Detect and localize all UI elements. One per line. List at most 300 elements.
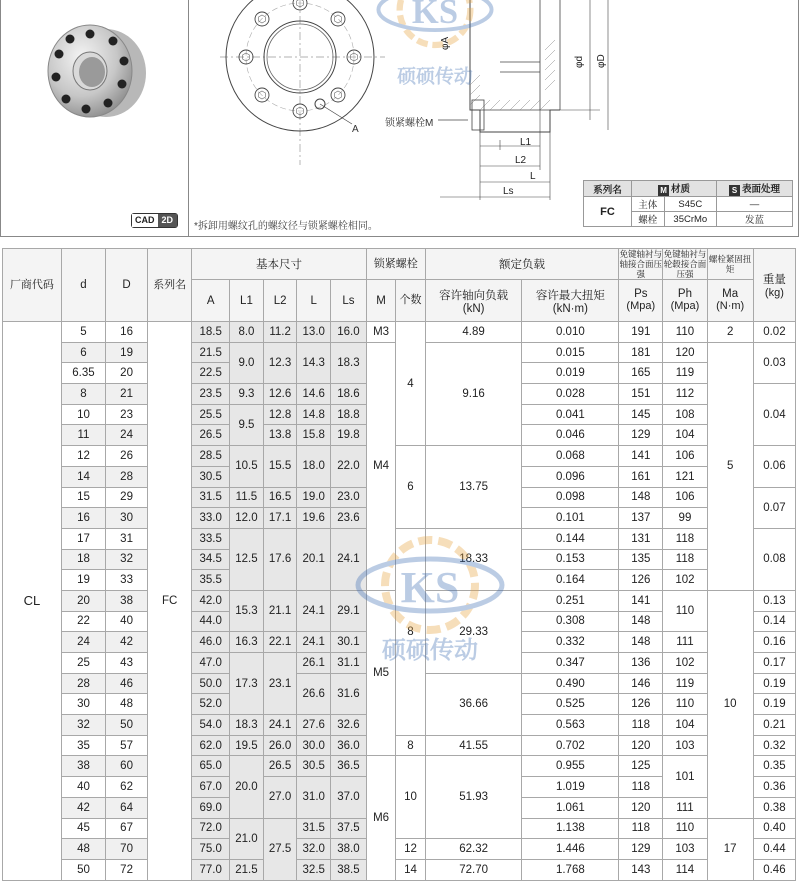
cell-A: 47.0 xyxy=(192,653,230,674)
cell-A: 75.0 xyxy=(192,839,230,860)
cell-D: 21 xyxy=(106,384,148,405)
cell-d: 16 xyxy=(61,508,105,529)
cell-weight: 0.07 xyxy=(753,487,795,528)
cad-2d-badge[interactable] xyxy=(131,213,178,228)
cell-weight: 0.38 xyxy=(753,797,795,818)
hdr-A: A xyxy=(192,280,230,322)
cell-L1: 21.0 xyxy=(230,818,264,859)
cell-A: 18.5 xyxy=(192,322,230,343)
cell-ps: 129 xyxy=(619,425,663,446)
cell-A: 26.5 xyxy=(192,425,230,446)
cell-ps: 191 xyxy=(619,322,663,343)
table-row xyxy=(3,839,796,860)
hdr-ph: Ph (Mpa) xyxy=(663,280,707,322)
cell-L: 14.8 xyxy=(297,404,331,425)
cell-axial: 62.32 xyxy=(425,839,522,860)
cell-D: 40 xyxy=(106,611,148,632)
material-table xyxy=(583,180,793,227)
cell-L: 31.0 xyxy=(297,777,331,818)
cell-ma: 2 xyxy=(707,322,753,343)
front-view-drawing xyxy=(200,0,390,165)
cell-ps: 148 xyxy=(619,611,663,632)
hdr-axial: 容许轴向负载 (kN) xyxy=(425,280,522,322)
cell-torque: 0.010 xyxy=(522,322,619,343)
cell-D: 70 xyxy=(106,839,148,860)
cell-weight: 0.08 xyxy=(753,528,795,590)
cell-Ls: 37.5 xyxy=(331,818,367,839)
cell-d: 38 xyxy=(61,756,105,777)
cell-ph: 102 xyxy=(663,653,707,674)
watermark-letters: KS xyxy=(411,0,459,31)
cell-L2: 27.5 xyxy=(263,818,297,880)
cell-D: 42 xyxy=(106,632,148,653)
cell-torque: 0.308 xyxy=(522,611,619,632)
cell-axial: 13.75 xyxy=(425,446,522,529)
cell-torque: 0.251 xyxy=(522,590,619,611)
cell-ph: 114 xyxy=(663,859,707,880)
cell-ps: 141 xyxy=(619,446,663,467)
cell-ps: 148 xyxy=(619,632,663,653)
cell-ps: 131 xyxy=(619,528,663,549)
cell-L: 15.8 xyxy=(297,425,331,446)
cell-L: 24.1 xyxy=(297,590,331,631)
cell-M: M4 xyxy=(366,342,395,590)
cell-A: 23.5 xyxy=(192,384,230,405)
cell-D: 72 xyxy=(106,859,148,880)
cell-ps: 165 xyxy=(619,363,663,384)
cell-torque: 0.563 xyxy=(522,715,619,736)
cell-ph: 111 xyxy=(663,797,707,818)
cell-L: 14.3 xyxy=(297,342,331,383)
cell-L: 13.0 xyxy=(297,322,331,343)
hdr-rated-load: 额定负载 xyxy=(425,249,619,280)
cell-d: 50 xyxy=(61,859,105,880)
cell-torque: 0.144 xyxy=(522,528,619,549)
cell-L2: 17.1 xyxy=(263,508,297,529)
cell-L2: 22.1 xyxy=(263,632,297,653)
cell-ph: 101 xyxy=(663,756,707,797)
hdr-ph-title: 免键轴衬与轮毂接合面压强 xyxy=(663,249,707,279)
hdr-L2: L2 xyxy=(263,280,297,322)
lock-bolt-label: 锁紧螺栓M xyxy=(385,118,434,129)
cell-Ls: 31.1 xyxy=(331,653,367,674)
cell-d: 18 xyxy=(61,549,105,570)
cell-L1: 12.5 xyxy=(230,528,264,590)
hdr-count: 个数 xyxy=(396,280,425,322)
dim-L-label: L xyxy=(530,171,536,182)
cell-ph: 118 xyxy=(663,549,707,570)
cell-ph: 110 xyxy=(663,322,707,343)
cell-L1: 9.0 xyxy=(230,342,264,383)
cell-d: 6 xyxy=(61,342,105,363)
cell-torque: 0.101 xyxy=(522,508,619,529)
cell-d: 19 xyxy=(61,570,105,591)
cell-torque: 0.015 xyxy=(522,342,619,363)
cell-D: 19 xyxy=(106,342,148,363)
hdr-series: 系列名 xyxy=(148,249,192,322)
cell-d: 11 xyxy=(61,425,105,446)
hdr-D: D xyxy=(106,249,148,322)
cell-Ls: 23.6 xyxy=(331,508,367,529)
cell-ph: 104 xyxy=(663,425,707,446)
cell-L2: 27.0 xyxy=(263,777,297,818)
dim-D-label: φD xyxy=(596,54,607,68)
cell-d: 10 xyxy=(61,404,105,425)
cell-D: 29 xyxy=(106,487,148,508)
cell-A: 35.5 xyxy=(192,570,230,591)
cell-Ls: 18.3 xyxy=(331,342,367,383)
cell-A: 54.0 xyxy=(192,715,230,736)
cell-D: 62 xyxy=(106,777,148,798)
dim-Ls-label: Ls xyxy=(503,186,514,197)
cell-count: 6 xyxy=(396,446,425,529)
disassembly-note: *拆卸用螺纹孔的螺纹径与锁紧螺栓相同。 xyxy=(194,221,378,232)
cell-D: 20 xyxy=(106,363,148,384)
cell-ph: 118 xyxy=(663,528,707,549)
cell-L: 24.1 xyxy=(297,632,331,653)
cell-L2: 15.5 xyxy=(263,446,297,487)
cell-L2: 21.1 xyxy=(263,590,297,631)
cell-L2: 26.5 xyxy=(263,756,297,777)
cell-weight: 0.46 xyxy=(753,859,795,880)
cell-Ls: 36.5 xyxy=(331,756,367,777)
cell-ph: 106 xyxy=(663,446,707,467)
cell-L1: 12.0 xyxy=(230,508,264,529)
hdr-ma: Ma (N·m) xyxy=(707,280,753,322)
cell-D: 57 xyxy=(106,735,148,756)
cell-A: 77.0 xyxy=(192,859,230,880)
cell-d: 12 xyxy=(61,446,105,467)
cell-ph: 121 xyxy=(663,466,707,487)
hdr-M: M xyxy=(366,280,395,322)
section-label: A xyxy=(352,124,359,135)
cell-L1: 9.5 xyxy=(230,404,264,445)
cell-torque: 0.525 xyxy=(522,694,619,715)
cell-A: 31.5 xyxy=(192,487,230,508)
cell-L1: 20.0 xyxy=(230,756,264,818)
cell-A: 42.0 xyxy=(192,590,230,611)
surface-icon: S xyxy=(729,185,740,196)
mat-part: 螺栓 xyxy=(632,212,665,227)
cell-L: 26.1 xyxy=(297,653,331,674)
dim-A-label: φA xyxy=(440,36,451,50)
cell-ph: 110 xyxy=(663,694,707,715)
cell-ph: 108 xyxy=(663,404,707,425)
cell-torque: 0.096 xyxy=(522,466,619,487)
watermark-text: 硕硕传动 xyxy=(397,66,473,88)
cell-A: 50.0 xyxy=(192,673,230,694)
material-icon: M xyxy=(658,185,669,196)
cell-torque: 1.019 xyxy=(522,777,619,798)
cell-L1: 15.3 xyxy=(230,590,264,631)
cell-d: 6.35 xyxy=(61,363,105,384)
cell-L1: 10.5 xyxy=(230,446,264,487)
cell-weight: 0.04 xyxy=(753,384,795,446)
cell-ph: 99 xyxy=(663,508,707,529)
cell-ps: 120 xyxy=(619,735,663,756)
cell-axial: 72.70 xyxy=(425,859,522,880)
cell-torque: 0.702 xyxy=(522,735,619,756)
cell-Ls: 29.1 xyxy=(331,590,367,631)
table-row xyxy=(3,446,796,467)
cell-weight: 0.32 xyxy=(753,735,795,756)
cell-M: M5 xyxy=(366,590,395,756)
cell-d: 15 xyxy=(61,487,105,508)
cell-ph: 110 xyxy=(663,590,707,631)
cell-axial: 4.89 xyxy=(425,322,522,343)
cell-D: 43 xyxy=(106,653,148,674)
cell-d: 28 xyxy=(61,673,105,694)
cell-ph: 103 xyxy=(663,735,707,756)
mat-surface: — xyxy=(717,197,793,212)
cell-ph: 119 xyxy=(663,363,707,384)
cell-axial: 36.66 xyxy=(425,673,522,735)
hdr-d: d xyxy=(61,249,105,322)
cell-weight: 0.17 xyxy=(753,653,795,674)
cell-D: 46 xyxy=(106,673,148,694)
cell-d: 42 xyxy=(61,797,105,818)
cell-weight: 0.16 xyxy=(753,632,795,653)
cell-D: 60 xyxy=(106,756,148,777)
cell-A: 28.5 xyxy=(192,446,230,467)
cell-ps: 118 xyxy=(619,818,663,839)
cell-ps: 118 xyxy=(619,777,663,798)
cell-D: 24 xyxy=(106,425,148,446)
dim-d-label: φd xyxy=(574,55,585,68)
hdr-torque: 容许最大扭矩 (kN·m) xyxy=(522,280,619,322)
cell-L: 19.6 xyxy=(297,508,331,529)
cell-L1: 16.3 xyxy=(230,632,264,653)
cell-count: 8 xyxy=(396,528,425,735)
cell-L2: 24.1 xyxy=(263,715,297,736)
cell-L: 30.0 xyxy=(297,735,331,756)
watermark-text: 硕硕传动 xyxy=(382,636,478,664)
cell-L1: 18.3 xyxy=(230,715,264,736)
cell-Ls: 24.1 xyxy=(331,528,367,590)
cell-count: 14 xyxy=(396,859,425,880)
cell-L: 32.0 xyxy=(297,839,331,860)
cell-Ls: 18.8 xyxy=(331,404,367,425)
cad-badge-left: CAD xyxy=(132,214,158,227)
table-row xyxy=(3,322,796,343)
cell-D: 31 xyxy=(106,528,148,549)
cell-Ls: 23.0 xyxy=(331,487,367,508)
cell-torque: 0.332 xyxy=(522,632,619,653)
mat-part: 主体 xyxy=(632,197,665,212)
hdr-L1: L1 xyxy=(230,280,264,322)
cell-torque: 0.046 xyxy=(522,425,619,446)
cell-weight: 0.14 xyxy=(753,611,795,632)
cell-d: 14 xyxy=(61,466,105,487)
cell-D: 32 xyxy=(106,549,148,570)
cell-D: 64 xyxy=(106,797,148,818)
product-photo xyxy=(30,15,160,125)
table-row xyxy=(3,756,796,777)
cell-Ls: 16.0 xyxy=(331,322,367,343)
cell-A: 52.0 xyxy=(192,694,230,715)
cell-L1: 11.5 xyxy=(230,487,264,508)
cell-d: 22 xyxy=(61,611,105,632)
cell-d: 17 xyxy=(61,528,105,549)
cell-torque: 1.061 xyxy=(522,797,619,818)
dim-L1-label: L1 xyxy=(520,137,532,148)
cell-L2: 16.5 xyxy=(263,487,297,508)
cell-torque: 0.098 xyxy=(522,487,619,508)
cell-ph: 111 xyxy=(663,632,707,653)
product-drawing-area xyxy=(0,0,800,240)
cell-axial: 29.33 xyxy=(425,590,522,673)
cell-L: 14.6 xyxy=(297,384,331,405)
cell-Ls: 32.6 xyxy=(331,715,367,736)
cell-D: 26 xyxy=(106,446,148,467)
cell-weight: 0.13 xyxy=(753,590,795,611)
cell-count: 8 xyxy=(396,735,425,756)
watermark-letters: KS xyxy=(400,563,460,612)
cell-ps: 135 xyxy=(619,549,663,570)
cell-L: 20.1 xyxy=(297,528,331,590)
cell-Ls: 36.0 xyxy=(331,735,367,756)
cell-D: 48 xyxy=(106,694,148,715)
cell-ps: 181 xyxy=(619,342,663,363)
cell-d: 40 xyxy=(61,777,105,798)
cell-L: 18.0 xyxy=(297,446,331,487)
cell-D: 67 xyxy=(106,818,148,839)
cell-d: 24 xyxy=(61,632,105,653)
cell-ps: 126 xyxy=(619,570,663,591)
cell-L: 27.6 xyxy=(297,715,331,736)
cell-d: 35 xyxy=(61,735,105,756)
cell-axial: 9.16 xyxy=(425,342,522,445)
cell-ph: 120 xyxy=(663,342,707,363)
hdr-weight: 重量 (kg) xyxy=(753,249,795,322)
dim-L2-label: L2 xyxy=(515,155,527,166)
spec-table xyxy=(2,248,796,881)
mat-material: 35CrMo xyxy=(664,212,717,227)
mat-col-series: 系列名 xyxy=(584,181,632,197)
cell-ph: 119 xyxy=(663,673,707,694)
cell-L2: 12.8 xyxy=(263,404,297,425)
hdr-lock-bolt: 锁紧螺栓 xyxy=(366,249,425,280)
cell-L1: 19.5 xyxy=(230,735,264,756)
cell-weight: 0.06 xyxy=(753,446,795,487)
cell-d: 32 xyxy=(61,715,105,736)
series-cell: FC xyxy=(148,322,192,881)
cell-A: 25.5 xyxy=(192,404,230,425)
cell-torque: 0.019 xyxy=(522,363,619,384)
mat-col-surface: S 表面处理 xyxy=(717,181,793,197)
maker-cell: CL xyxy=(3,322,62,881)
cell-d: 20 xyxy=(61,590,105,611)
cell-L2: 11.2 xyxy=(263,322,297,343)
cell-weight: 0.35 xyxy=(753,756,795,777)
cell-L: 19.0 xyxy=(297,487,331,508)
cell-L: 32.5 xyxy=(297,859,331,880)
cell-weight: 0.44 xyxy=(753,839,795,860)
cell-ps: 136 xyxy=(619,653,663,674)
cell-ps: 120 xyxy=(619,797,663,818)
cell-A: 33.0 xyxy=(192,508,230,529)
cell-ps: 148 xyxy=(619,487,663,508)
cell-ps: 137 xyxy=(619,508,663,529)
cell-ps: 125 xyxy=(619,756,663,777)
cell-L1: 21.5 xyxy=(230,859,264,880)
table-row xyxy=(3,528,796,549)
cell-ph: 104 xyxy=(663,715,707,736)
cell-A: 69.0 xyxy=(192,797,230,818)
cell-A: 33.5 xyxy=(192,528,230,549)
cell-torque: 1.768 xyxy=(522,859,619,880)
cell-ph: 103 xyxy=(663,839,707,860)
cell-A: 22.5 xyxy=(192,363,230,384)
cell-ps: 145 xyxy=(619,404,663,425)
cell-L: 26.6 xyxy=(297,673,331,714)
cell-weight: 0.36 xyxy=(753,777,795,798)
cell-torque: 1.138 xyxy=(522,818,619,839)
cell-M: M6 xyxy=(366,756,395,880)
mat-col-material: M 材质 xyxy=(632,181,717,197)
cell-torque: 0.955 xyxy=(522,756,619,777)
hdr-L: L xyxy=(297,280,331,322)
cell-A: 30.5 xyxy=(192,466,230,487)
cell-ps: 151 xyxy=(619,384,663,405)
cell-weight: 0.40 xyxy=(753,818,795,839)
cell-ma: 17 xyxy=(707,818,753,880)
cell-weight: 0.03 xyxy=(753,342,795,383)
cell-A: 34.5 xyxy=(192,549,230,570)
cell-D: 16 xyxy=(106,322,148,343)
cell-ps: 143 xyxy=(619,859,663,880)
cell-Ls: 38.5 xyxy=(331,859,367,880)
hdr-ps-title: 免键轴衬与轴接合面压强 xyxy=(619,249,663,279)
cell-M: M3 xyxy=(366,322,395,343)
cell-ps: 118 xyxy=(619,715,663,736)
cell-L1: 8.0 xyxy=(230,322,264,343)
cell-d: 5 xyxy=(61,322,105,343)
cell-L: 31.5 xyxy=(297,818,331,839)
cell-ma: 10 xyxy=(707,590,753,818)
cell-A: 44.0 xyxy=(192,611,230,632)
cell-D: 28 xyxy=(106,466,148,487)
cell-A: 67.0 xyxy=(192,777,230,798)
cell-A: 62.0 xyxy=(192,735,230,756)
cell-count: 10 xyxy=(396,756,425,839)
cell-A: 65.0 xyxy=(192,756,230,777)
cell-torque: 0.347 xyxy=(522,653,619,674)
cell-ps: 129 xyxy=(619,839,663,860)
cell-ps: 146 xyxy=(619,673,663,694)
cell-A: 21.5 xyxy=(192,342,230,363)
cad-badge-right: 2D xyxy=(158,214,178,227)
cell-count: 4 xyxy=(396,322,425,446)
cell-axial: 51.93 xyxy=(425,756,522,839)
bolt-leader-line xyxy=(438,118,468,128)
cell-torque: 0.164 xyxy=(522,570,619,591)
cell-L2: 12.6 xyxy=(263,384,297,405)
mat-series-value: FC xyxy=(584,197,632,227)
cell-L2: 23.1 xyxy=(263,653,297,715)
cell-torque: 0.153 xyxy=(522,549,619,570)
hdr-maker-code: 厂商代码 xyxy=(3,249,62,322)
cell-ph: 102 xyxy=(663,570,707,591)
cell-torque: 0.068 xyxy=(522,446,619,467)
cell-ps: 141 xyxy=(619,590,663,611)
cell-Ls: 22.0 xyxy=(331,446,367,487)
table-row xyxy=(3,735,796,756)
cell-d: 25 xyxy=(61,653,105,674)
cell-D: 30 xyxy=(106,508,148,529)
cell-d: 48 xyxy=(61,839,105,860)
cell-weight: 0.02 xyxy=(753,322,795,343)
